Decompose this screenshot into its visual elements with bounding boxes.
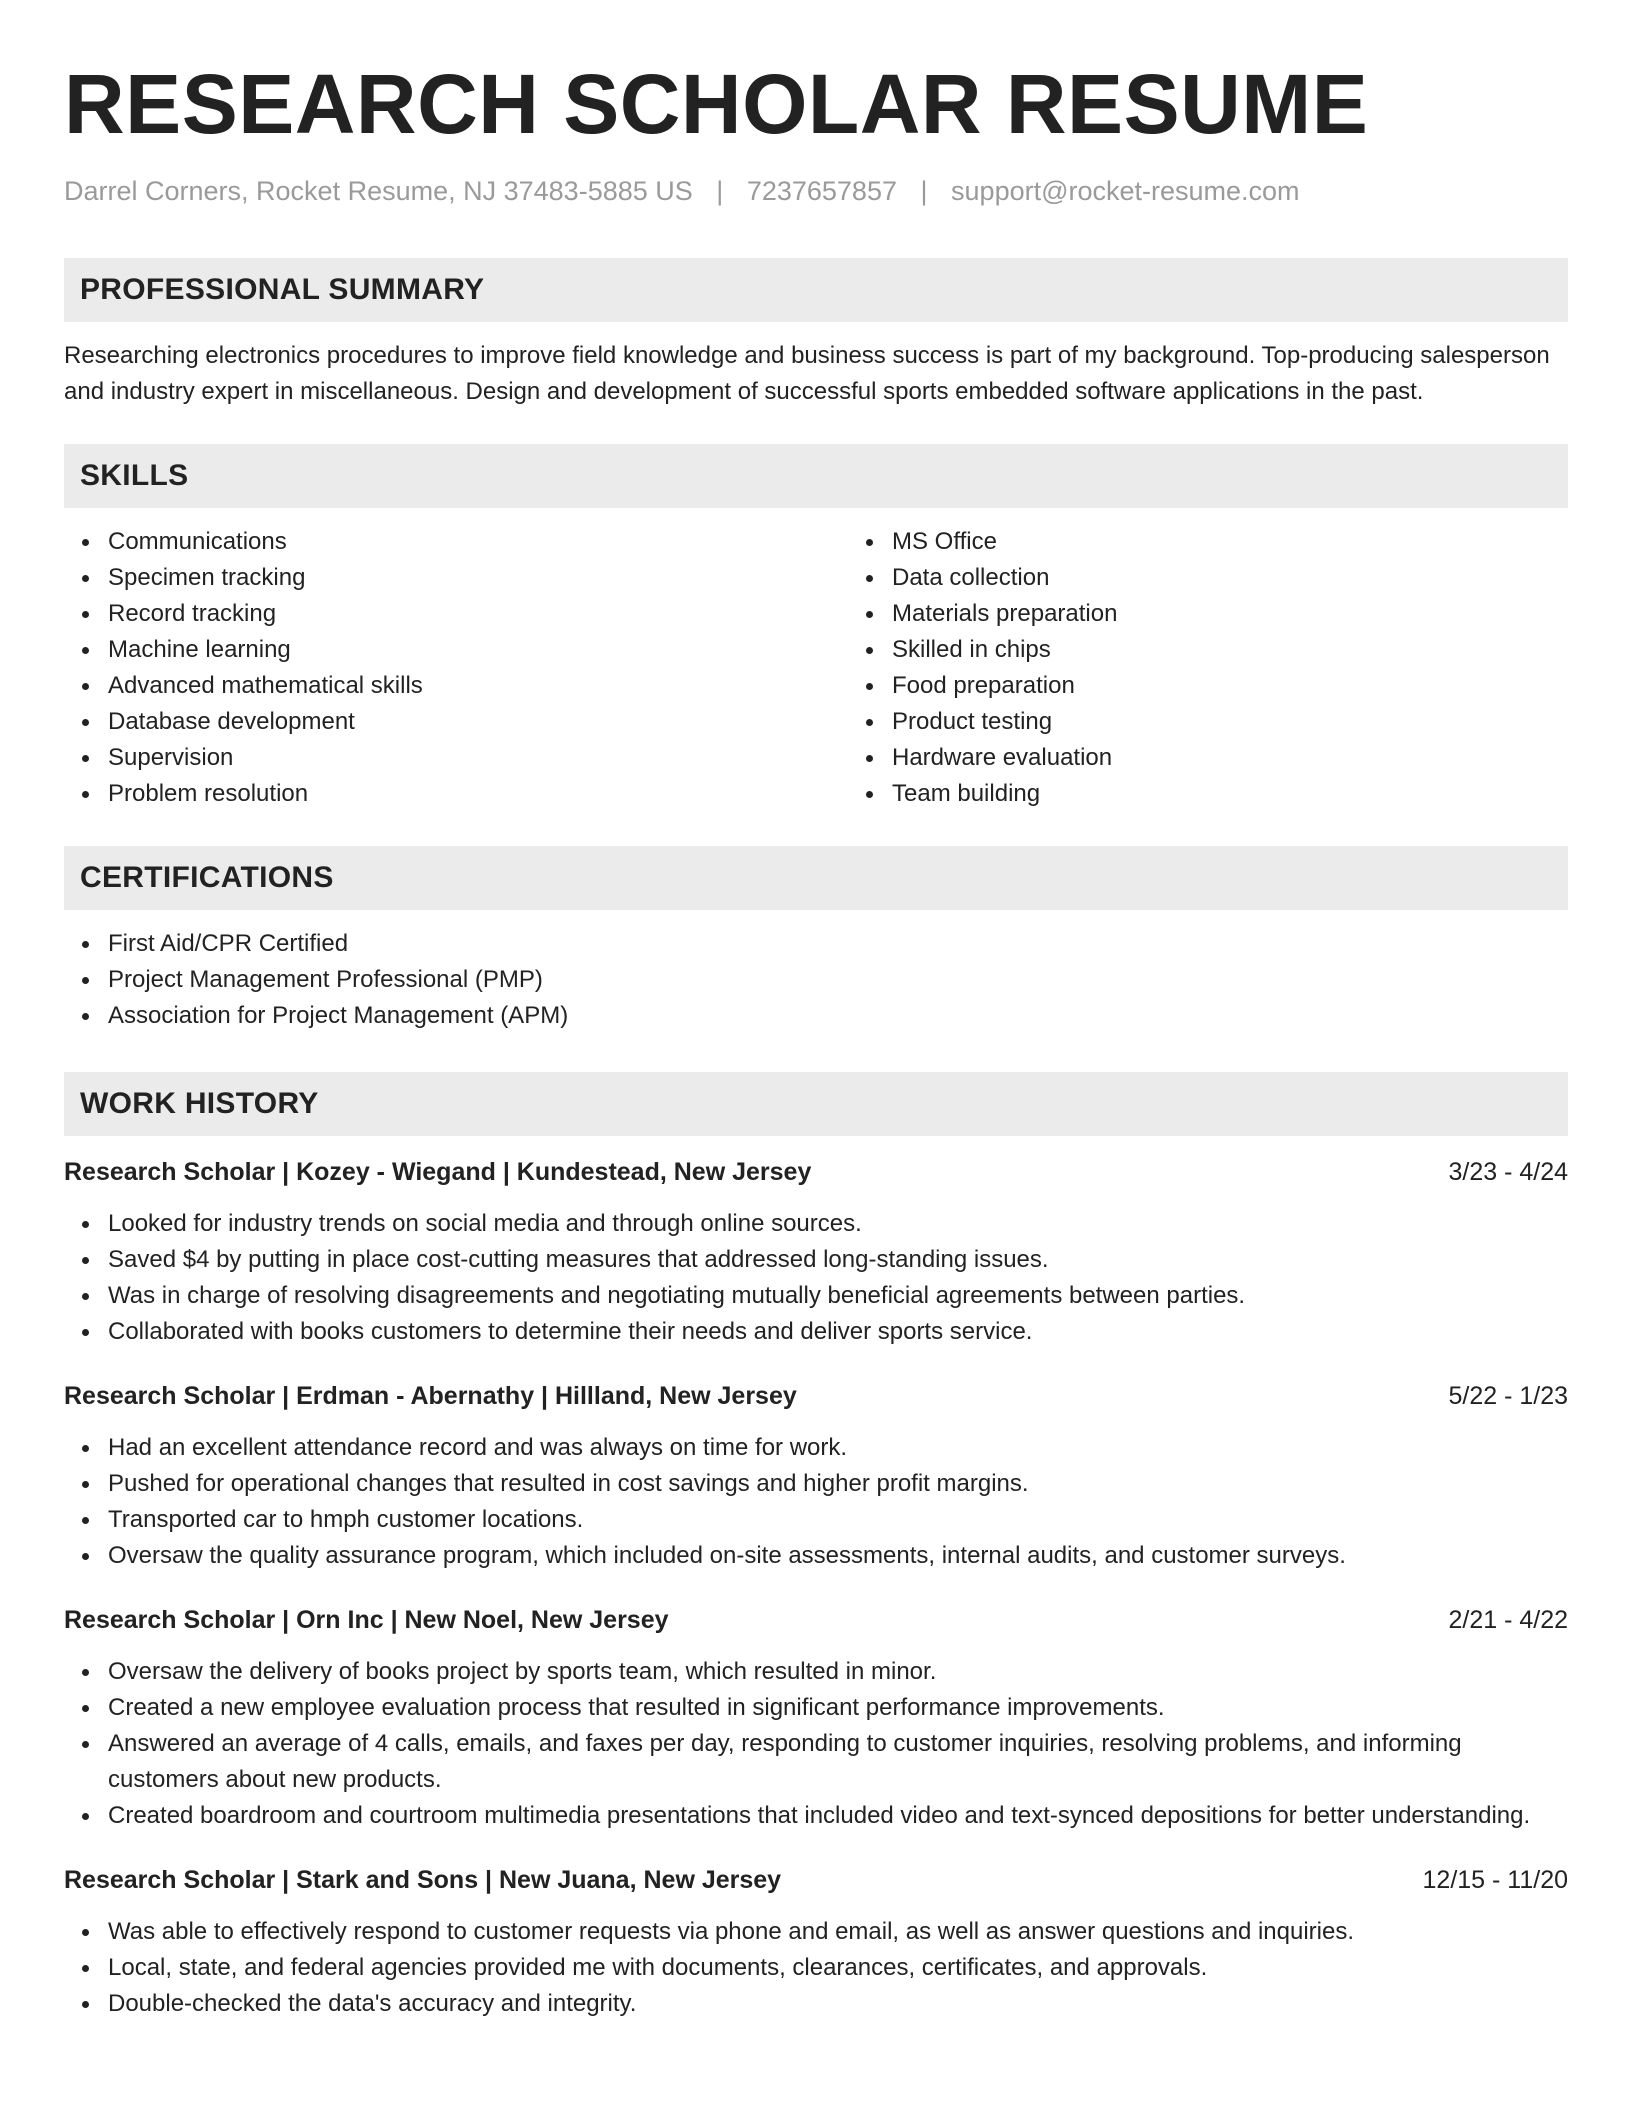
job-dates: 2/21 - 4/22 (1448, 1606, 1568, 1634)
job-bullet: Saved $4 by putting in place cost-cutting measures that addressed long-standing issues. (108, 1242, 1568, 1278)
job-header (64, 1378, 1568, 1414)
job-dates: 3/23 - 4/24 (1448, 1158, 1568, 1186)
certifications-heading: CERTIFICATIONS (64, 846, 1568, 910)
skills-list-right (848, 524, 1632, 812)
job-title: Research Scholar | Kozey - Wiegand | Kundestead, New Jersey (64, 1158, 812, 1186)
work-history-section (64, 1072, 1568, 2022)
contact-phone: 7237657857 (746, 176, 897, 206)
job-bullet: Created boardroom and courtroom multimedia presentations that included video and text-synced depositions for better understanding. (108, 1798, 1568, 1834)
skill-item: Database development (108, 704, 848, 740)
skill-item: Hardware evaluation (892, 740, 1632, 776)
job-header (64, 1154, 1568, 1190)
job-entry (64, 1602, 1568, 1834)
contact-separator: | (716, 176, 724, 206)
skill-item: Product testing (892, 704, 1632, 740)
skill-item: Record tracking (108, 596, 848, 632)
resume-title: RESEARCH SCHOLAR RESUME (64, 57, 1369, 151)
job-bullets (64, 1206, 1568, 1350)
job-bullet: Had an excellent attendance record and was always on time for work. (108, 1430, 1568, 1466)
job-bullets (64, 1430, 1568, 1574)
skill-item: Supervision (108, 740, 848, 776)
job-bullet: Collaborated with books customers to determine their needs and deliver sports service. (108, 1314, 1568, 1350)
job-bullet: Oversaw the quality assurance program, which included on-site assessments, internal audits, and customer surveys. (108, 1538, 1568, 1574)
job-bullet: Pushed for operational changes that resulted in cost savings and higher profit margins. (108, 1466, 1568, 1502)
skill-item: Data collection (892, 560, 1632, 596)
job-bullets (64, 1654, 1568, 1834)
summary-heading: PROFESSIONAL SUMMARY (64, 258, 1568, 322)
job-bullet: Created a new employee evaluation process that resulted in significant performance improvements. (108, 1690, 1568, 1726)
job-entry (64, 1862, 1568, 2022)
skill-item: Problem resolution (108, 776, 848, 812)
job-header (64, 1602, 1568, 1638)
skill-item: Materials preparation (892, 596, 1632, 632)
job-bullet: Oversaw the delivery of books project by sports team, which resulted in minor. (108, 1654, 1568, 1690)
job-header (64, 1862, 1568, 1898)
work-history-heading: WORK HISTORY (64, 1072, 1568, 1136)
skills-list-left (64, 524, 848, 812)
job-title: Research Scholar | Stark and Sons | New Juana, New Jersey (64, 1866, 782, 1894)
summary-section (64, 258, 1568, 410)
skill-item: Advanced mathematical skills (108, 668, 848, 704)
job-dates: 5/22 - 1/23 (1448, 1382, 1568, 1410)
skills-heading: SKILLS (64, 444, 1568, 508)
job-dates: 12/15 - 11/20 (1422, 1866, 1568, 1894)
skill-item: MS Office (892, 524, 1632, 560)
skill-item: Machine learning (108, 632, 848, 668)
certifications-list (64, 926, 1568, 1034)
job-entry (64, 1154, 1568, 1350)
certification-item: Association for Project Management (APM) (108, 998, 1568, 1034)
contact-address: Darrel Corners, Rocket Resume, NJ 37483-5885 US (64, 176, 693, 206)
job-bullet: Answered an average of 4 calls, emails, and faxes per day, responding to customer inquiries, resolving problems, and informing customers about new products. (108, 1726, 1568, 1798)
certifications-section (64, 846, 1568, 1034)
skills-grid (64, 508, 1568, 812)
contact-email: support@rocket-resume.com (951, 176, 1300, 206)
job-bullet: Transported car to hmph customer locations. (108, 1502, 1568, 1538)
job-bullet: Was able to effectively respond to customer requests via phone and email, as well as answer questions and inquiries. (108, 1914, 1568, 1950)
summary-text: Researching electronics procedures to improve field knowledge and business success is part of my background. Top-producing salesperson and industry expert in miscellaneous. Design and development of successful sports embedded software applications in the past. (64, 342, 1550, 405)
certification-item: Project Management Professional (PMP) (108, 962, 1568, 998)
certification-item: First Aid/CPR Certified (108, 926, 1568, 962)
skill-item: Team building (892, 776, 1632, 812)
skill-item: Specimen tracking (108, 560, 848, 596)
job-bullet: Was in charge of resolving disagreements and negotiating mutually beneficial agreements between parties. (108, 1278, 1568, 1314)
job-bullet: Looked for industry trends on social media and through online sources. (108, 1206, 1568, 1242)
skill-item: Communications (108, 524, 848, 560)
job-bullet: Double-checked the data's accuracy and integrity. (108, 1986, 1568, 2022)
job-bullet: Local, state, and federal agencies provided me with documents, clearances, certificates, and approvals. (108, 1950, 1568, 1986)
job-title: Research Scholar | Orn Inc | New Noel, New Jersey (64, 1606, 669, 1634)
job-entry (64, 1378, 1568, 1574)
skills-section (64, 444, 1568, 812)
contact-line (64, 174, 1568, 208)
skill-item: Skilled in chips (892, 632, 1632, 668)
job-title: Research Scholar | Erdman - Abernathy | Hillland, New Jersey (64, 1382, 797, 1410)
contact-separator: | (920, 176, 928, 206)
skill-item: Food preparation (892, 668, 1632, 704)
job-bullets (64, 1914, 1568, 2022)
